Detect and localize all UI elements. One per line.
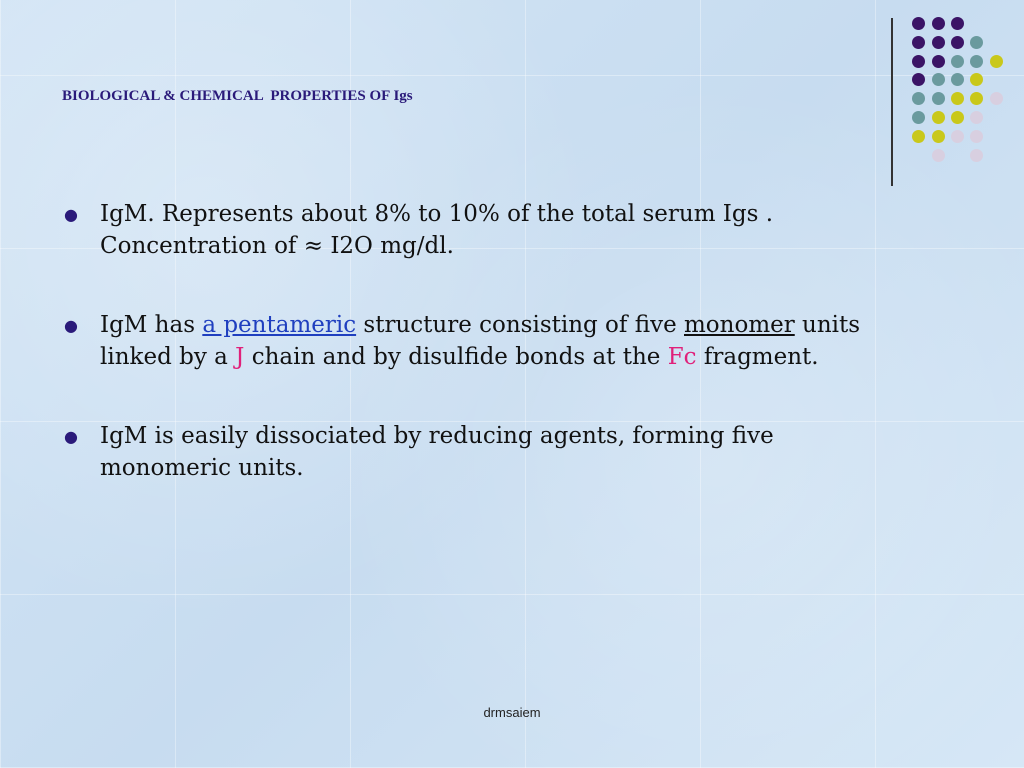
bullet-3-text: IgM is easily dissociated by reducing agents, forming five monomeric units. — [100, 423, 774, 481]
decorative-dot — [951, 111, 964, 124]
bullet-1-line-1: IgM. Represents about 8% to 10% of the total serum Igs . — [100, 201, 774, 227]
decorative-dot — [912, 73, 925, 86]
decorative-dot — [912, 36, 925, 49]
pentameric-link[interactable]: a pentameric — [202, 312, 357, 338]
decorative-dot — [932, 130, 945, 143]
decorative-dot — [970, 149, 983, 162]
decorative-dot — [912, 55, 925, 68]
decorative-dot — [932, 149, 945, 162]
decorative-dot — [970, 111, 983, 124]
decorative-dot — [951, 36, 964, 49]
bullet-dot-icon: ● — [64, 316, 78, 335]
decorative-dot — [951, 55, 964, 68]
bullet-2-text-c: units linked by a — [100, 312, 861, 370]
monomer-term: monomer — [684, 312, 795, 338]
decorative-dot — [970, 73, 983, 86]
decorative-dot — [932, 55, 945, 68]
decorative-dot — [932, 92, 945, 105]
bullet-2-text-a: IgM has — [100, 312, 203, 338]
fc-term: Fc — [667, 344, 697, 370]
bullet-item-2 — [60, 309, 890, 373]
decorative-dot — [912, 130, 925, 143]
decorative-dot — [912, 92, 925, 105]
slide-title: BIOLOGICAL & CHEMICAL PROPERTIES OF Igs — [62, 88, 413, 104]
bullet-2-text-b: structure consisting of five — [356, 312, 684, 338]
decorative-dot — [970, 55, 983, 68]
decorative-dot — [932, 36, 945, 49]
decorative-dot — [990, 55, 1003, 68]
bullet-dot-icon: ● — [64, 427, 78, 446]
decorative-dot — [951, 92, 964, 105]
decorative-dot — [951, 73, 964, 86]
decorative-vertical-line — [891, 18, 893, 186]
bullet-list — [60, 198, 890, 531]
decorative-dot — [970, 92, 983, 105]
decorative-dot — [970, 36, 983, 49]
decorative-dot — [951, 130, 964, 143]
decorative-dot — [912, 111, 925, 124]
decorative-dot — [932, 111, 945, 124]
decorative-dot — [932, 73, 945, 86]
bullet-2-text-e: fragment. — [696, 344, 819, 370]
slide-footer: drmsaiem — [483, 705, 541, 720]
decorative-dot — [951, 17, 964, 30]
bullet-item-3 — [60, 420, 890, 484]
decorative-dot — [932, 17, 945, 30]
j-chain-term: J — [235, 344, 245, 370]
bullet-dot-icon: ● — [64, 205, 78, 224]
decorative-dot — [912, 17, 925, 30]
bullet-1-line-2: Concentration of ≈ I2O mg/dl. — [100, 233, 454, 259]
bullet-2-text-d: chain and by disulfide bonds at the — [244, 344, 668, 370]
bullet-item-1 — [60, 198, 890, 262]
decorative-dot — [990, 92, 1003, 105]
decorative-dot — [970, 130, 983, 143]
